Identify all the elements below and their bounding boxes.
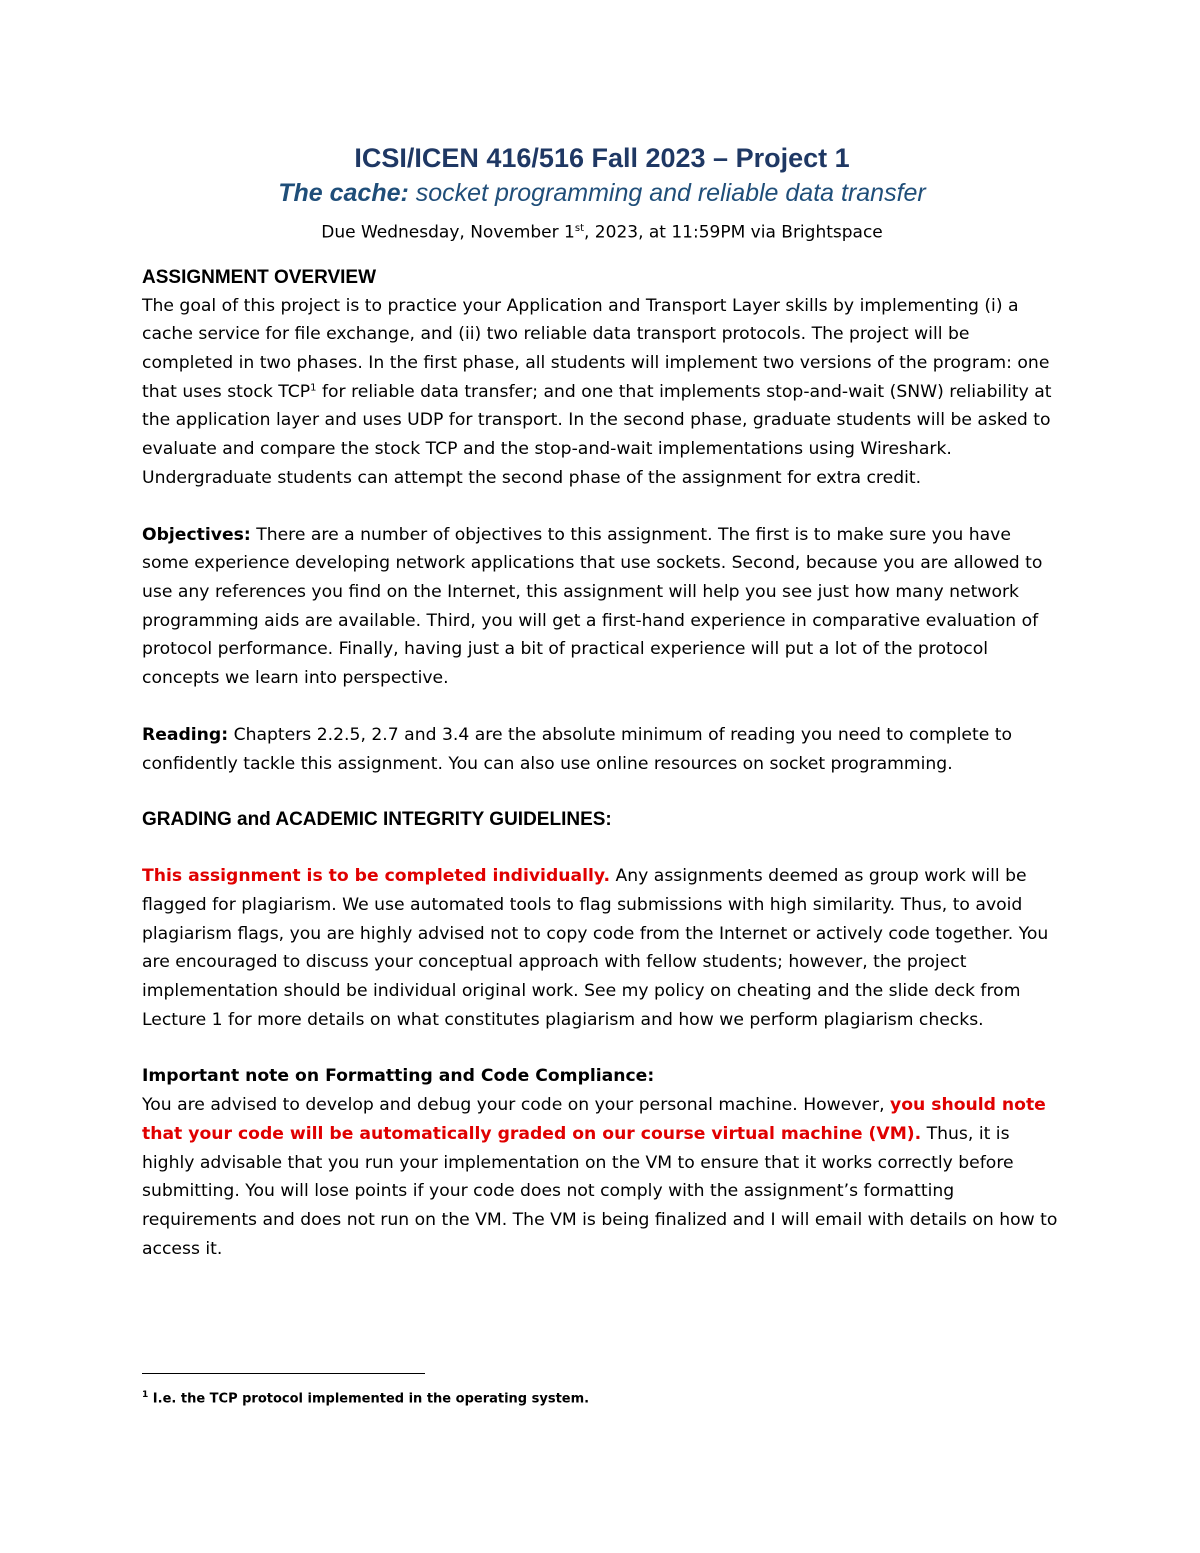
overview-heading: ASSIGNMENT OVERVIEW [142, 266, 377, 288]
overview-text-b: for reliable data transfer; and one that implements stop-and-wait (SNW) reliability at the application layer and uses UDP for transport. In the second phase, graduate students will be asked to evaluate and compare the stock TCP and the stop-and-wait implementations using Wireshark. Undergraduate students can attempt the second phase of the assignment for extra credit. [142, 381, 1052, 488]
footnote-ref[interactable]: 1 [310, 382, 317, 394]
due-date [142, 214, 1062, 248]
footnote [142, 1385, 589, 1409]
footnote-number: 1 [142, 1390, 149, 1400]
footnote-text: I.e. the TCP protocol implemented in the operating system. [148, 1391, 590, 1407]
footnote-divider [142, 1373, 425, 1374]
vm-warning: you should note that your code will be automatically graded on our course virtual machine (VM). [142, 1095, 1046, 1144]
due-prefix: Due Wednesday, November 1 [321, 222, 575, 243]
individual-warning: This assignment is to be completed individually. [142, 866, 611, 887]
grading-text: Any assignments deemed as group work will be flagged for plagiarism. We use automated tools to flag submissions with high similarity. Thus, to avoid plagiarism flags, you are highly advised not to copy code from the Internet or actively code together. You are encouraged to discuss your conceptual approach with fellow students; however, the project implementation should be individual original work. See my policy on cheating and the slide deck from Lecture 1 for more details on what constitutes plagiarism and how we perform plagiarism checks. [142, 866, 1049, 1030]
page-title: ICSI/ICEN 416/516 Fall 2023 – Project 1 [354, 143, 850, 173]
due-superscript: st [574, 223, 584, 234]
objectives-label: Objectives: [142, 524, 251, 545]
subtitle-bold: The cache: [278, 179, 409, 207]
due-suffix: , 2023, at 11:59PM via Brightspace [584, 222, 883, 243]
formatting-text-b: Thus, it is highly advisable that you run your implementation on the VM to ensure that it works correctly before submitting. You will lose points if your code does not comply with the assignment’s formatting requirements and does not run on the VM. The VM is being finalized and I will email with details on how to access it. [142, 1123, 1058, 1259]
page-subtitle [142, 176, 1062, 210]
objectives-text: There are a number of objectives to this assignment. The first is to make sure you have some experience developing network applications that use sockets. Second, because you are allowed to use any references you find on the Internet, this assignment will help you see just how many network programming aids are available. Third, you will get a first-hand experience in comparative evaluation of protocol performance. Finally, having just a bit of practical experience will put a lot of the protocol concepts we learn into perspective. [142, 524, 1043, 689]
formatting-text-a: You are advised to develop and debug your code on your personal machine. However, [142, 1095, 890, 1116]
formatting-paragraph [142, 1091, 1062, 1263]
formatting-heading: Important note on Formatting and Code Compliance: [142, 1066, 655, 1087]
reading-text: Chapters 2.2.5, 2.7 and 3.4 are the absolute minimum of reading you need to complete to confidently tackle this assignment. You can also use online resources on socket programming. [142, 724, 1013, 774]
grading-heading: GRADING and ACADEMIC INTEGRITY GUIDELINES: [142, 809, 612, 831]
reading-paragraph [142, 721, 1062, 778]
document-body [142, 140, 1062, 1263]
objectives-paragraph [142, 521, 1062, 693]
overview-paragraph [142, 292, 1062, 493]
overview-text-a: The goal of this project is to practice your Application and Transport Layer skills by implementing (i) a cache service for file exchange, and (ii) two reliable data transport protocols. The project will be completed in two phases. In the first phase, all students will implement two versions of the program: one that uses stock TCP [142, 295, 1050, 402]
title-block [142, 140, 1062, 248]
subtitle-rest: socket programming and reliable data transfer [408, 179, 926, 207]
reading-label: Reading: [142, 724, 229, 745]
grading-paragraph [142, 862, 1062, 1034]
